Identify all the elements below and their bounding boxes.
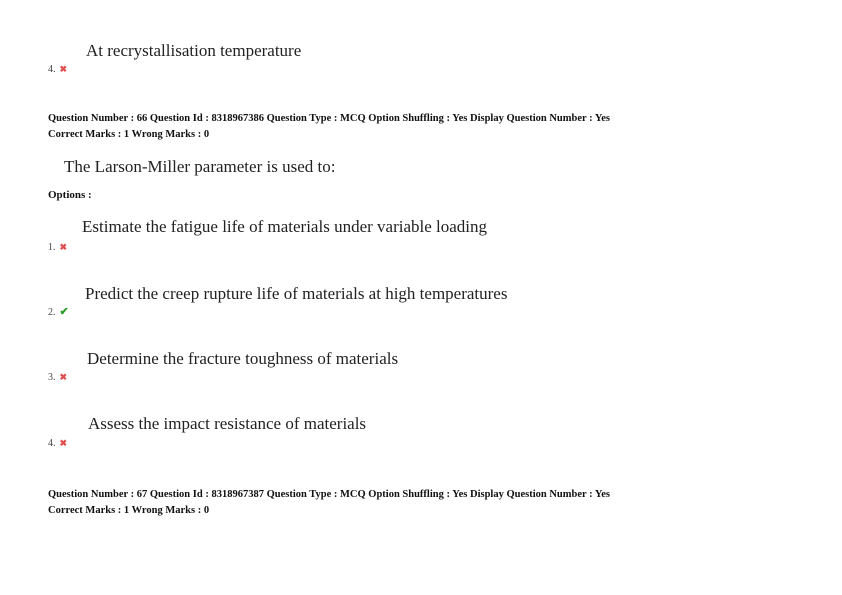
option-number: 2.	[48, 307, 56, 318]
option-number: 4.	[48, 64, 56, 75]
question-66-meta-line1: Question Number : 66 Question Id : 8318967386 Question Type : MCQ Option Shuffling : Yes Display Question Number : Yes	[48, 113, 611, 124]
options-label: Options :	[48, 189, 92, 201]
prev-option-4-text: At recrystallisation temperature	[86, 41, 302, 60]
wrong-cross-icon: ✖	[59, 242, 68, 252]
wrong-cross-icon: ✖	[59, 372, 68, 382]
question-67-meta-line1: Question Number : 67 Question Id : 8318967387 Question Type : MCQ Option Shuffling : Yes Display Question Number : Yes	[48, 489, 611, 500]
question-66-text: The Larson-Miller parameter is used to:	[64, 157, 336, 176]
option-2-number	[48, 306, 69, 319]
option-4-text: Assess the impact resistance of materials	[88, 414, 367, 433]
option-4-number	[48, 437, 67, 450]
option-2-text: Predict the creep rupture life of materials at high temperatures	[85, 284, 508, 303]
option-3-text: Determine the fracture toughness of materials	[87, 349, 399, 368]
option-3-number	[48, 371, 67, 384]
question-66-meta-line2: Correct Marks : 1 Wrong Marks : 0	[48, 129, 210, 140]
correct-check-icon: ✔	[59, 306, 69, 318]
wrong-cross-icon: ✖	[59, 438, 68, 448]
option-number: 1.	[48, 242, 56, 253]
option-number: 4.	[48, 438, 56, 449]
option-1-number	[48, 241, 67, 254]
option-1-text: Estimate the fatigue life of materials under variable loading	[82, 217, 488, 236]
prev-option-4-number	[48, 63, 67, 76]
wrong-cross-icon: ✖	[59, 64, 68, 74]
option-number: 3.	[48, 372, 56, 383]
question-67-meta-line2: Correct Marks : 1 Wrong Marks : 0	[48, 505, 210, 516]
